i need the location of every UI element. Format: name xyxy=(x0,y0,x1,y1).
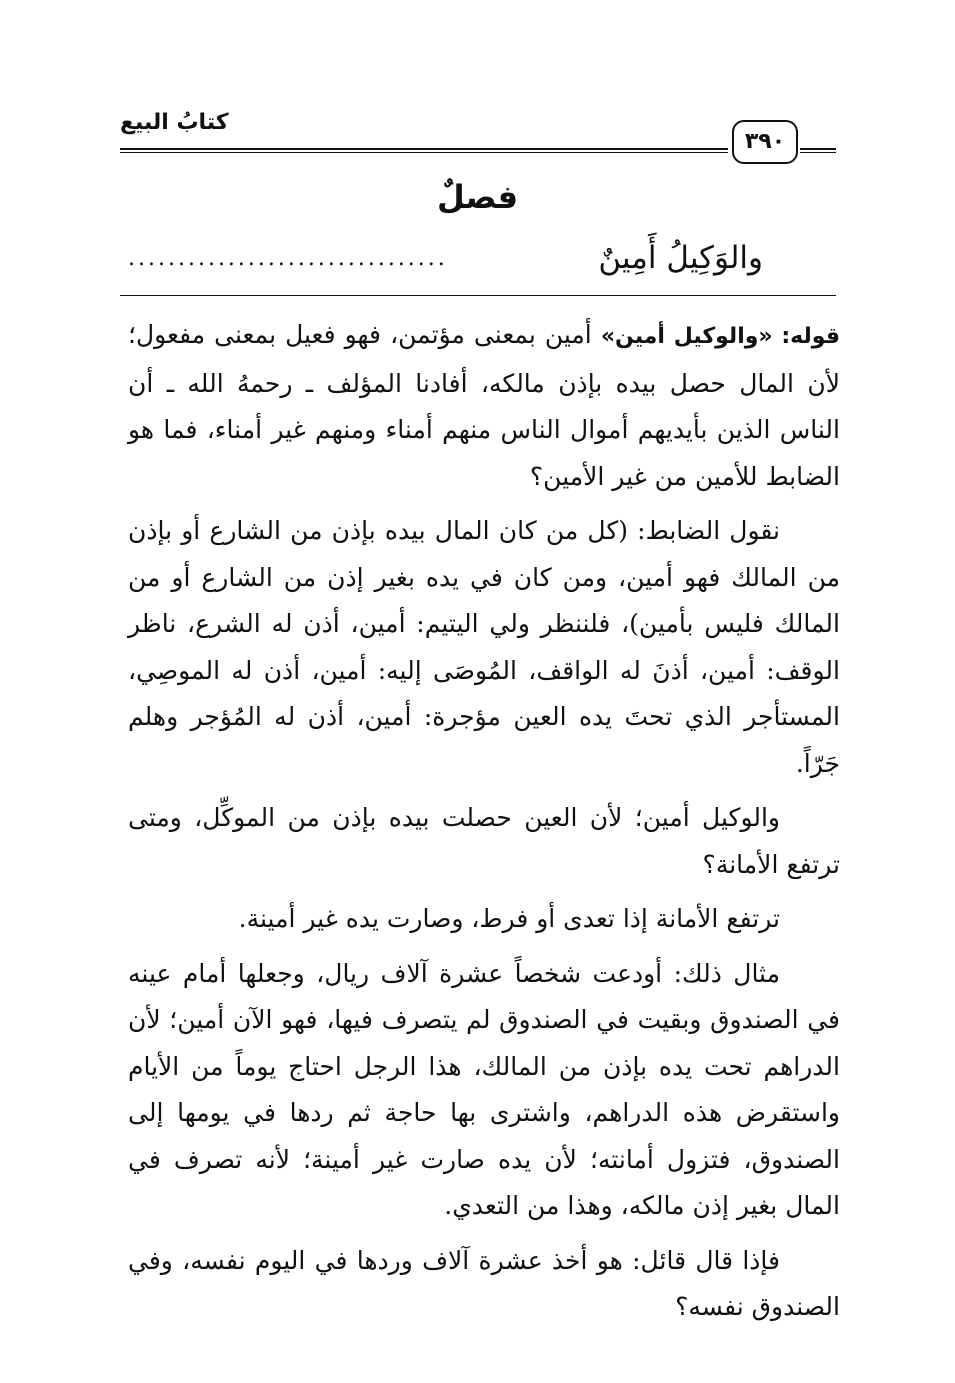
header-rule xyxy=(120,148,728,153)
section-title: فصلٌ xyxy=(436,178,519,216)
paragraph xyxy=(128,312,840,500)
paragraph-text: والوكيل أمين؛ لأن العين حصلت بيده بإذن من الموكِّل، ومتى ترتفع الأمانة؟ xyxy=(128,803,840,879)
paragraph xyxy=(128,1238,840,1331)
paragraph xyxy=(128,896,840,943)
page-number: ٣٩٠ xyxy=(732,120,798,164)
paragraph-text: ترتفع الأمانة إذا تعدى أو فرط، وصارت يده غير أمينة. xyxy=(238,904,780,933)
paragraph-text: فإذا قال قائل: هو أخذ عشرة آلاف وردها في اليوم نفسه، وفي الصندوق نفسه؟ xyxy=(128,1245,840,1321)
matn-dots: ................................ xyxy=(128,246,448,271)
running-title: كتابُ البيع xyxy=(120,110,229,135)
paragraph xyxy=(128,508,840,787)
paragraph-text: مثال ذلك: أودعت شخصاً عشرة آلاف ريال، وجعلها أمام عينه في الصندوق وبقيت في الصندوق لم يتصرف فيها، فهو الآن أمين؛ لأن الدراهم تحت يده بإذن من المالك، هذا الرجل احتاج يوماً من الأيام واستقرض هذه الدراهم، واشترى بها حاجة ثم ردها في يومها إلى الصندوق، فتزول أمانته؛ لأن يده صارت غير أمينة؛ لأنه تصرف في المال بغير إذن مالكه، وهذا من التعدي. xyxy=(128,958,840,1220)
commentary-body xyxy=(128,312,840,1339)
header-rule-right xyxy=(800,148,836,153)
paragraph-text: أمين بمعنى مؤتمن، فهو فعيل بمعنى مفعول؛ لأن المال حصل بيده بإذن مالكه، أفادنا المؤلف ـ رحمهُ الله ـ أن الناس الذين بأيديهم أموال الناس منهم أمناء ومنهم غير أمناء، فما هو الضابط للأمين من غير الأمين؟ xyxy=(128,320,840,491)
matn-divider xyxy=(120,295,836,296)
commentary-lead: قوله: «والوكيل أمين» xyxy=(600,324,840,349)
paragraph xyxy=(128,951,840,1230)
matn-text: والوَكِيلُ أَمِينٌ xyxy=(598,240,763,276)
paragraph-text: نقول الضابط: (كل من كان المال بيده بإذن من الشارع أو بإذن من المالك فهو أمين، ومن كان في يده بغير إذن من الشارع أو من المالك فليس بأمين)، فلننظر ولي اليتيم: أمين، أذن له الشرع، ناظر الوقف: أمين، أذنَ له الواقف، المُوصَى إليه: أمين، أذن له الموصِي، المستأجر الذي تحتَ يده العين مؤجرة: أمين، أذن له المُؤجر وهلم جَرّاً. xyxy=(128,516,840,778)
paragraph xyxy=(128,795,840,888)
